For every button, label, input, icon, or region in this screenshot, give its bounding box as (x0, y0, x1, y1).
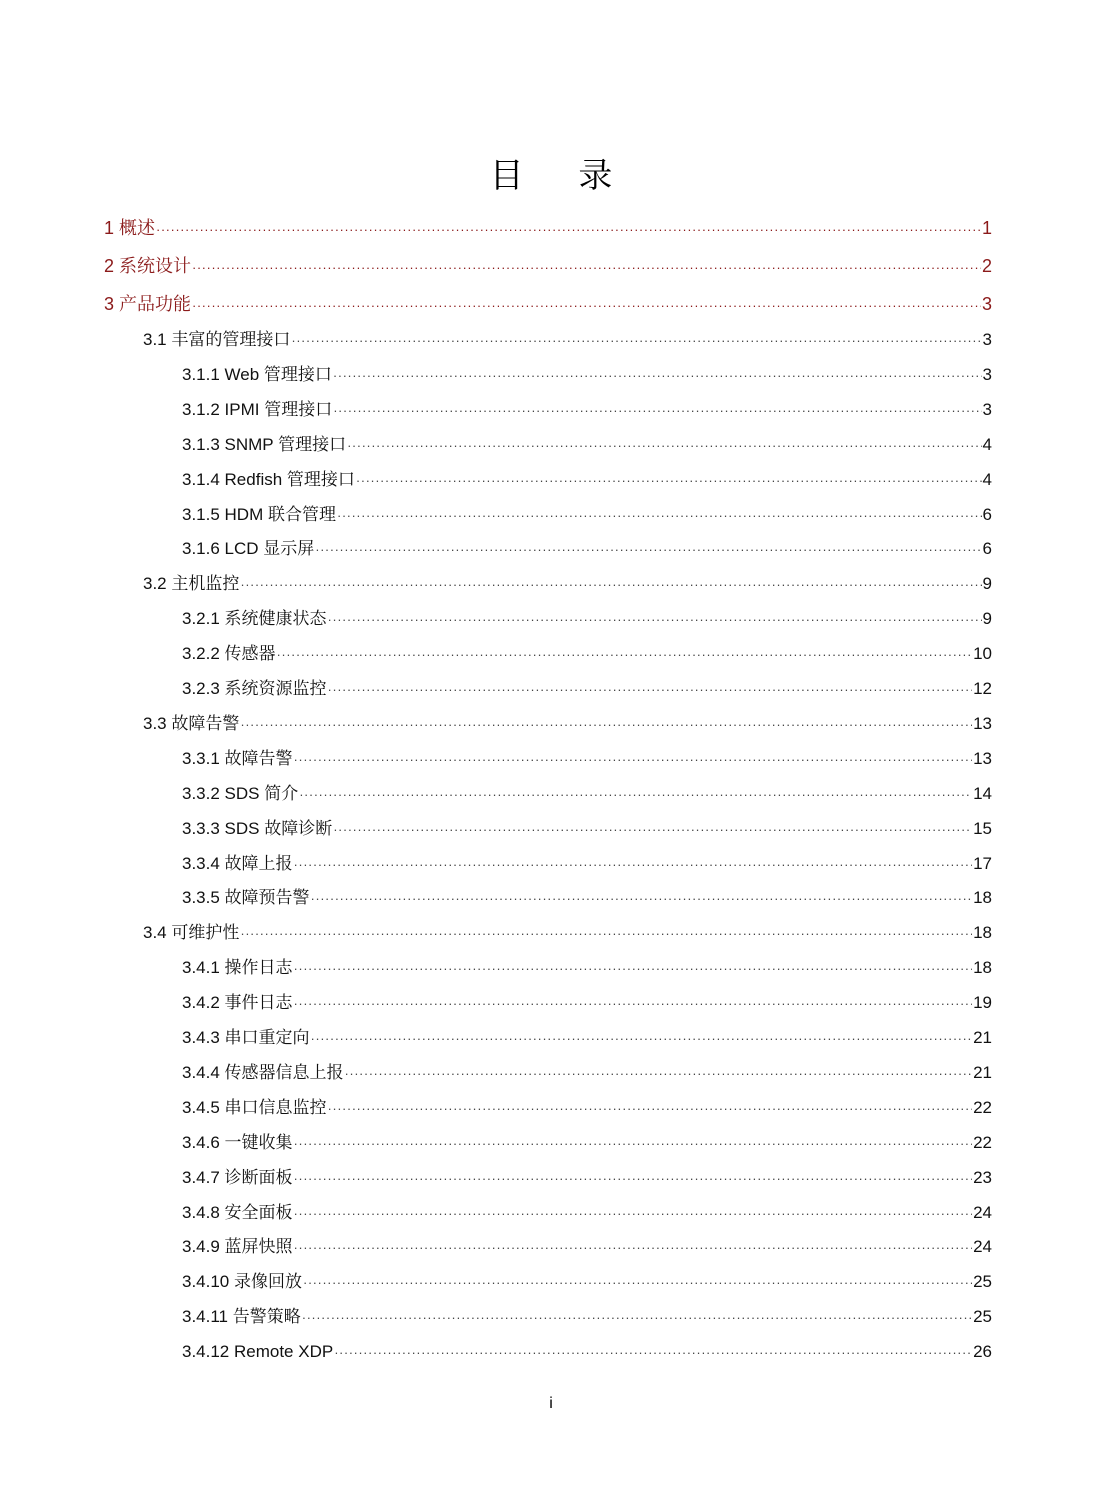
toc-entry-label: 3.2.1 系统健康状态 (182, 609, 327, 629)
toc-entry-page: 21 (973, 1062, 992, 1082)
toc-entry-page: 18 (973, 923, 992, 943)
dot-leader (333, 365, 982, 387)
toc-entry-label: 3.3.5 故障预告警 (182, 888, 310, 908)
dot-leader (294, 993, 973, 1015)
toc-entry-label: 3.4.8 安全面板 (182, 1202, 293, 1222)
toc-entry-label: 3.1.4 Redfish 管理接口 (182, 469, 355, 489)
toc-entry[interactable] (182, 887, 992, 909)
dot-leader (240, 574, 981, 596)
toc-entry[interactable] (104, 293, 992, 315)
toc-entry-page: 15 (973, 818, 992, 838)
dot-leader (192, 295, 981, 317)
dot-leader (192, 257, 981, 279)
toc-entry-label: 3 产品功能 (104, 294, 192, 314)
toc-entry-page: 18 (973, 958, 992, 978)
dot-leader (156, 219, 981, 241)
toc-entry[interactable] (104, 255, 992, 277)
toc-entry-page: 6 (982, 504, 992, 524)
toc-entry[interactable] (182, 1306, 992, 1328)
dot-leader (347, 435, 981, 457)
toc-entry[interactable] (182, 538, 992, 560)
dot-leader (345, 1063, 973, 1085)
dot-leader (294, 1168, 973, 1190)
toc-entry-page: 24 (973, 1202, 992, 1222)
toc-entry-label: 3.4.10 录像回放 (182, 1272, 302, 1292)
toc-entry[interactable] (143, 329, 992, 351)
dot-leader (328, 609, 982, 631)
toc-entry[interactable] (182, 1062, 992, 1084)
toc-entry-label: 3.1.2 IPMI 管理接口 (182, 399, 333, 419)
dot-leader (291, 330, 981, 352)
toc-entry-label: 2 系统设计 (104, 256, 192, 276)
toc-entry[interactable] (182, 992, 992, 1014)
toc-entry-page: 9 (982, 609, 992, 629)
toc-entry[interactable] (182, 957, 992, 979)
toc-entry-page: 3 (982, 399, 992, 419)
toc-entry-label: 3.3 故障告警 (143, 713, 240, 733)
dot-leader (311, 1028, 973, 1050)
toc-entry[interactable] (182, 364, 992, 386)
toc-entry-page: 4 (982, 469, 992, 489)
toc-entry-label: 3.3.1 故障告警 (182, 748, 293, 768)
toc-entry-page: 21 (973, 1028, 992, 1047)
dot-leader (294, 1237, 973, 1259)
toc-entry-page: 10 (973, 644, 992, 664)
toc-entry-label: 3.1.1 Web 管理接口 (182, 364, 332, 384)
toc-entry-page: 9 (982, 574, 992, 594)
toc-entry-label: 3.2.3 系统资源监控 (182, 679, 327, 698)
toc-entry-label: 3.1.6 LCD 显示屏 (182, 539, 315, 559)
toc-entry-label: 3.1 丰富的管理接口 (143, 330, 291, 349)
toc-entry-page: 18 (973, 888, 992, 908)
toc-entry[interactable] (182, 1027, 992, 1049)
toc-entry-page: 24 (973, 1237, 992, 1257)
dot-leader (294, 749, 973, 771)
toc-entry[interactable] (182, 608, 992, 630)
toc-entry-page: 1 (981, 218, 992, 238)
toc-entry-page: 23 (973, 1167, 992, 1187)
toc-entry-label: 3.4.5 串口信息监控 (182, 1097, 327, 1117)
toc-entry[interactable] (182, 434, 992, 456)
toc-entry-page: 13 (973, 713, 992, 733)
dot-leader (356, 470, 982, 492)
dot-leader (311, 888, 973, 910)
toc-title: 目 录 (489, 156, 635, 196)
toc-entry-label: 3.1.3 SNMP 管理接口 (182, 434, 347, 454)
toc-entry[interactable] (182, 504, 992, 526)
toc-entry-label: 3.3.3 SDS 故障诊断 (182, 818, 333, 838)
toc-entry-page: 22 (973, 1097, 992, 1117)
toc-entry-page: 22 (973, 1132, 992, 1152)
toc-entry[interactable] (143, 573, 992, 595)
toc-entry[interactable] (143, 713, 992, 735)
toc-entry-label: 1 概述 (104, 218, 156, 238)
toc-entry[interactable] (182, 399, 992, 421)
toc-entry[interactable] (143, 922, 992, 944)
toc-entry[interactable] (182, 783, 992, 805)
dot-leader (328, 1098, 973, 1120)
toc-entry[interactable] (182, 1341, 992, 1363)
toc-entry-page: 26 (973, 1342, 992, 1362)
toc-entry[interactable] (182, 1202, 992, 1224)
toc-entry-page: 17 (973, 853, 992, 873)
dot-leader (277, 644, 973, 666)
dot-leader (299, 784, 972, 806)
toc-entry[interactable] (182, 1236, 992, 1258)
toc-entry-label: 3.1.5 HDM 联合管理 (182, 504, 336, 524)
page-number: i (549, 1395, 553, 1412)
dot-leader (337, 505, 982, 527)
toc-entry-label: 3.4.7 诊断面板 (182, 1167, 293, 1187)
toc-entry-label: 3.3.2 SDS 简介 (182, 783, 299, 803)
dot-leader (294, 958, 973, 980)
toc-entry-label: 3.4.6 一键收集 (182, 1132, 293, 1152)
toc-entry-page: 4 (982, 434, 992, 454)
toc-entry-label: 3.4.11 告警策略 (182, 1307, 301, 1327)
toc-entry-page: 3 (981, 294, 992, 314)
toc-entry-label: 3.4.1 操作日志 (182, 958, 293, 978)
toc-entry[interactable] (104, 217, 992, 239)
toc-entry-page: 3 (982, 364, 992, 384)
dot-leader (240, 923, 972, 945)
toc-entry-page: 13 (973, 748, 992, 768)
toc-entry[interactable] (182, 1097, 992, 1119)
dot-leader (294, 854, 973, 876)
toc-entry-label: 3.4.9 蓝屏快照 (182, 1237, 293, 1257)
toc-entry[interactable] (182, 643, 992, 665)
dot-leader (294, 1203, 973, 1225)
toc-entry[interactable] (182, 1167, 992, 1189)
dot-leader (294, 1133, 973, 1155)
toc-entry-page: 25 (973, 1272, 992, 1292)
toc-entry-label: 3.3.4 故障上报 (182, 853, 293, 873)
toc-entry-label: 3.4.12 Remote XDP (182, 1342, 334, 1362)
dot-leader (328, 679, 973, 701)
dot-leader (240, 714, 972, 736)
dot-leader (333, 819, 972, 841)
toc-entry-label: 3.2 主机监控 (143, 574, 240, 594)
toc-entry-label: 3.4.3 串口重定向 (182, 1028, 310, 1047)
toc-entry-label: 3.2.2 传感器 (182, 644, 276, 664)
dot-leader (315, 539, 981, 561)
toc-entry[interactable] (182, 818, 992, 840)
toc-entry-label: 3.4 可维护性 (143, 923, 240, 943)
toc-entry[interactable] (182, 853, 992, 875)
toc-entry-page: 25 (973, 1307, 992, 1327)
toc-entry-page: 14 (973, 783, 992, 803)
toc-entry[interactable] (182, 469, 992, 491)
toc-entry[interactable] (182, 678, 992, 700)
toc-entry-page: 6 (982, 539, 992, 559)
toc-entry-label: 3.4.2 事件日志 (182, 993, 293, 1013)
toc-entry[interactable] (182, 1271, 992, 1293)
toc-entry[interactable] (182, 1132, 992, 1154)
toc-entry-page: 3 (982, 330, 992, 349)
dot-leader (333, 400, 981, 422)
dot-leader (334, 1342, 972, 1364)
toc-entry-page: 12 (973, 679, 992, 698)
toc-entry-label: 3.4.4 传感器信息上报 (182, 1062, 344, 1082)
toc-entry-page: 2 (981, 256, 992, 276)
dot-leader (303, 1272, 972, 1294)
dot-leader (302, 1307, 972, 1329)
toc-entry-page: 19 (973, 993, 992, 1013)
toc-entry[interactable] (182, 748, 992, 770)
